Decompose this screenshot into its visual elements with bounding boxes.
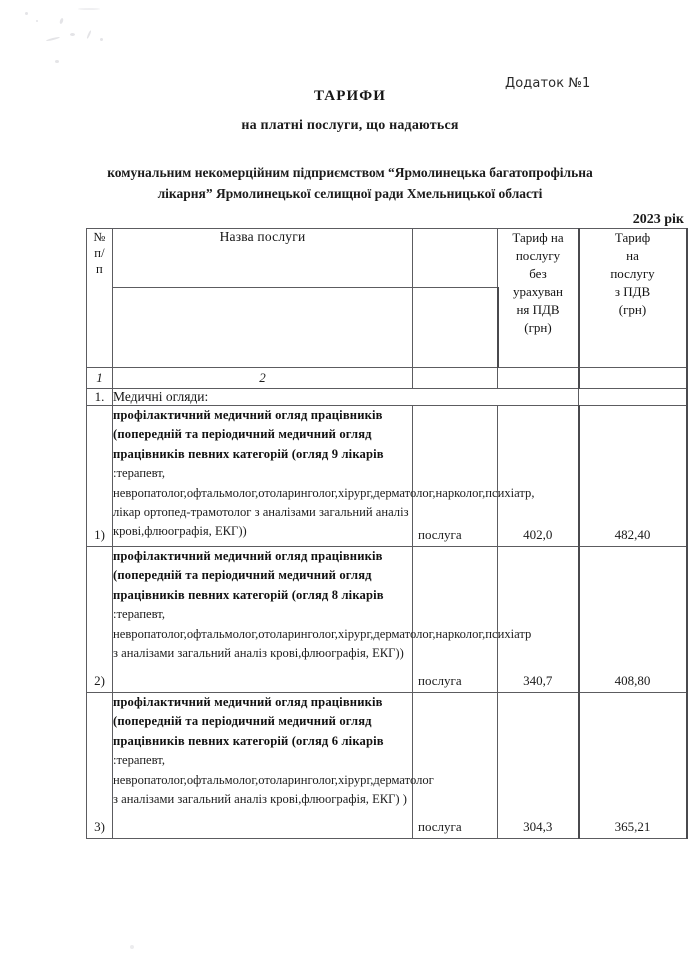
service-name-rest: :терапевт, невропатолог,офтальмолог,отоларинголог,хірург,дерматолог,нарколог,психіатр, лікар ортопед-трамотолог з аналізами загальний аналіз крові,флюографія, ЕКГ)) <box>113 466 535 539</box>
row-tariff-gross-value: 365,21 <box>614 819 651 834</box>
organization-line-2: лікарня” Ярмолинецької селищної ради Хмельницької області <box>157 186 543 201</box>
service-name-rest: :терапевт, невропатолог,офтальмолог,отоларинголог,хірург,дерматолог,нарколог,психіатр з аналізами загальний аналіз крові,флюографія, ЕКГ)) <box>113 607 532 661</box>
row-tariff-gross-cell <box>579 693 687 839</box>
header-service-name-label: Назва послуги <box>219 229 306 244</box>
document-subtitle: на платні послуги, що надаються <box>241 118 459 133</box>
column-number-row <box>87 368 687 389</box>
tariff-table <box>86 228 688 839</box>
table-row <box>87 693 687 839</box>
net-line-5: ня ПДВ <box>516 302 560 317</box>
organization-block <box>86 162 614 204</box>
table-section-row <box>87 389 687 406</box>
gross-line-5: (грн) <box>618 302 647 317</box>
service-name-bold: профілактичний медичний огляд працівників (попередній та періодичний медичний огляд працівників певних категорій (огляд 9 лікарів <box>113 408 384 461</box>
year-label: 2023 рік <box>632 212 684 227</box>
row-tariff-net-cell <box>498 406 579 547</box>
gross-line-3: послугу <box>610 266 655 281</box>
row-index <box>87 547 113 693</box>
appendix-label: Додаток №1 <box>505 76 591 91</box>
net-line-1: Тариф на <box>512 230 564 245</box>
row-tariff-net-value: 340,7 <box>523 673 553 688</box>
header-number-line-3: п <box>96 262 103 276</box>
scan-artifact <box>130 945 134 949</box>
scan-artifact <box>25 12 28 15</box>
scan-artifact <box>55 60 59 63</box>
row-unit-label: послуга <box>418 527 462 542</box>
column-number-3 <box>413 368 498 389</box>
row-tariff-net-cell <box>498 547 579 693</box>
column-number-5 <box>579 368 687 389</box>
section-title: Медичні огляди: <box>113 389 579 406</box>
header-cell-name-spacer <box>113 288 413 368</box>
net-line-3: без <box>529 266 547 281</box>
table-row <box>87 547 687 693</box>
service-name-bold: профілактичний медичний огляд працівників (попередній та періодичний медичний огляд працівників певних категорій (огляд 8 лікарів <box>113 549 384 602</box>
header-cell-unit-top <box>413 229 498 288</box>
service-name-bold: профілактичний медичний огляд працівників (попередній та періодичний медичний огляд працівників певних категорій (огляд 6 лікарів <box>113 695 384 748</box>
scan-artifact <box>59 18 64 25</box>
scan-artifact <box>70 33 75 36</box>
row-tariff-gross-value: 482,40 <box>614 527 651 542</box>
row-index-label: 2) <box>94 673 105 688</box>
row-unit-cell <box>413 693 498 839</box>
row-tariff-gross-cell <box>579 406 687 547</box>
row-tariff-gross-value: 408,80 <box>614 673 651 688</box>
net-line-6: (грн) <box>524 320 552 335</box>
row-tariff-net-cell <box>498 693 579 839</box>
row-tariff-gross-cell <box>579 547 687 693</box>
scan-artifact <box>36 20 38 22</box>
gross-line-4: з ПДВ <box>614 284 651 299</box>
row-tariff-net-value: 304,3 <box>523 819 553 834</box>
row-index-label: 1) <box>94 527 105 542</box>
scan-artifact <box>78 8 100 10</box>
page-title: ТАРИФИ <box>313 88 387 104</box>
row-service-cell <box>113 693 434 839</box>
net-line-2: послугу <box>515 248 561 263</box>
section-index: 1. <box>87 389 113 406</box>
row-tariff-net-value: 402,0 <box>523 527 553 542</box>
service-name-rest: :терапевт, невропатолог,офтальмолог,отоларинголог,хірург,дерматолог з аналізами загальний аналіз крові,флюографія, ЕКГ) ) <box>113 753 434 807</box>
header-cell-service-name <box>113 229 413 288</box>
scan-artifact <box>86 30 91 39</box>
row-index <box>87 693 113 839</box>
organization-line-1: комунальним некомерційним підприємством “Ярмолинецька багатопрофільна <box>107 165 593 180</box>
gross-line-2: на <box>626 248 639 263</box>
header-number-line-2: п/ <box>94 246 105 260</box>
gross-line-1: Тариф <box>614 230 651 245</box>
header-cell-unit-spacer <box>413 288 498 368</box>
column-number-1: 1 <box>87 368 113 389</box>
header-number-line-1: № <box>93 230 106 244</box>
row-unit-cell <box>413 547 498 693</box>
header-cell-tariff-net <box>498 229 579 368</box>
row-index-label: 3) <box>94 819 105 834</box>
row-unit-cell <box>413 406 498 547</box>
column-number-2: 2 <box>113 368 413 389</box>
column-number-4 <box>498 368 579 389</box>
header-cell-number <box>87 229 113 368</box>
scan-artifact <box>100 38 103 41</box>
net-line-4: урахуван <box>513 284 563 299</box>
row-index <box>87 406 113 547</box>
header-cell-tariff-gross <box>579 229 687 368</box>
section-empty-cell <box>579 389 687 406</box>
table-row <box>87 406 687 547</box>
row-unit-label: послуга <box>418 819 462 834</box>
table-header-row <box>87 229 687 288</box>
scan-artifact <box>46 36 60 41</box>
row-unit-label: послуга <box>418 673 462 688</box>
